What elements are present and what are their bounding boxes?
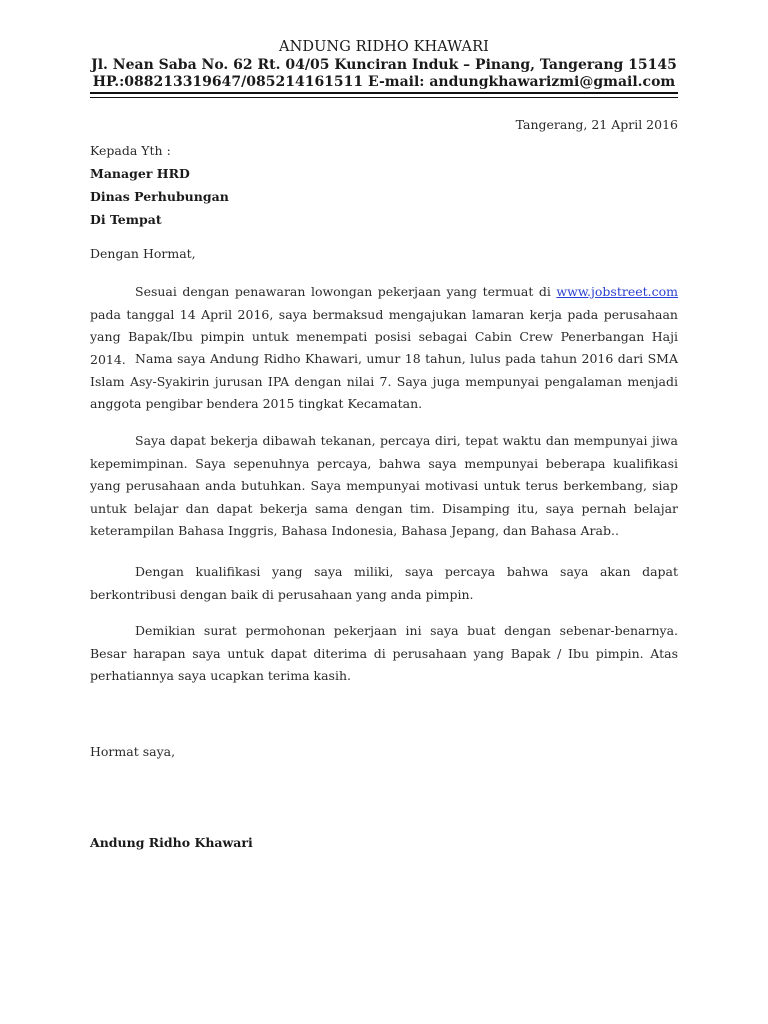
recipient-organization: Dinas Perhubungan	[90, 189, 229, 204]
letterhead	[90, 37, 678, 91]
recipient-location: Di Tempat	[90, 212, 162, 227]
paragraph-contribution: Dengan kualifikasi yang saya miliki, saya percaya bahwa saya akan dapat berkontribusi dengan baik di perusahaan yang anda pimpin.	[90, 564, 678, 602]
jobstreet-link[interactable]: www.jobstreet.com	[556, 284, 678, 299]
letterhead-rule-thick	[90, 92, 678, 94]
letterhead-address: Jl. Nean Saba No. 62 Rt. 04/05 Kunciran Induk – Pinang, Tangerang 15145	[91, 57, 677, 73]
letter-date: Tangerang, 21 April 2016	[515, 117, 678, 132]
recipient-block	[90, 139, 229, 231]
paragraph-introduction: Nama saya Andung Ridho Khawari, umur 18 tahun, lulus pada tahun 2016 dari SMA Islam Asy-Syakirin jurusan IPA dengan nilai 7. Saya juga mempunyai pengalaman menjadi anggota pengibar bendera 2015 tingkat Kecamatan.	[90, 351, 678, 411]
paragraph-opening-text-end: pada tanggal 14 April 2016, saya bermaksud mengajukan lamaran kerja pada perusahaan yang Bapak/Ibu pimpin untuk menempati posisi sebagai Cabin Crew Penerbangan Haji 2014.	[90, 306, 678, 367]
recipient-greeting-label: Kepada Yth :	[90, 143, 171, 158]
paragraph-closing: Demikian surat permohonan pekerjaan ini saya buat dengan sebenar-benarnya. Besar harapan saya untuk dapat diterima di perusahaan yang Bapak / Ibu pimpin. Atas perhatiannya saya ucapkan terima kasih.	[90, 623, 678, 683]
recipient-title: Manager HRD	[90, 166, 190, 181]
letterhead-rule-thin	[90, 97, 678, 98]
letterhead-contact: HP.:088213319647/085214161511 E-mail: andungkhawarizmi@gmail.com	[92, 74, 676, 90]
paragraph-opening-text-start: Sesuai dengan penawaran lowongan pekerjaan yang termuat di	[135, 284, 557, 299]
paragraph-qualifications: Saya dapat bekerja dibawah tekanan, percaya diri, tepat waktu dan mempunyai jiwa kepemimpinan. Saya sepenuhnya percaya, bahwa saya mempunyai beberapa kualifikasi yang perusahaan anda butuhkan. Saya mempunyai motivasi untuk terus berkembang, siap untuk belajar dan dapat bekerja sama dengan tim. Disamping itu, saya pernah belajar keterampilan Bahasa Inggris, Bahasa Indonesia, Bahasa Jepang, dan Bahasa Arab..	[90, 433, 678, 538]
signature-name: Andung Ridho Khawari	[90, 835, 253, 850]
letterhead-name: ANDUNG RIDHO KHAWARI	[279, 39, 489, 55]
closing-phrase: Hormat saya,	[90, 744, 176, 759]
salutation: Dengan Hormat,	[90, 246, 196, 261]
